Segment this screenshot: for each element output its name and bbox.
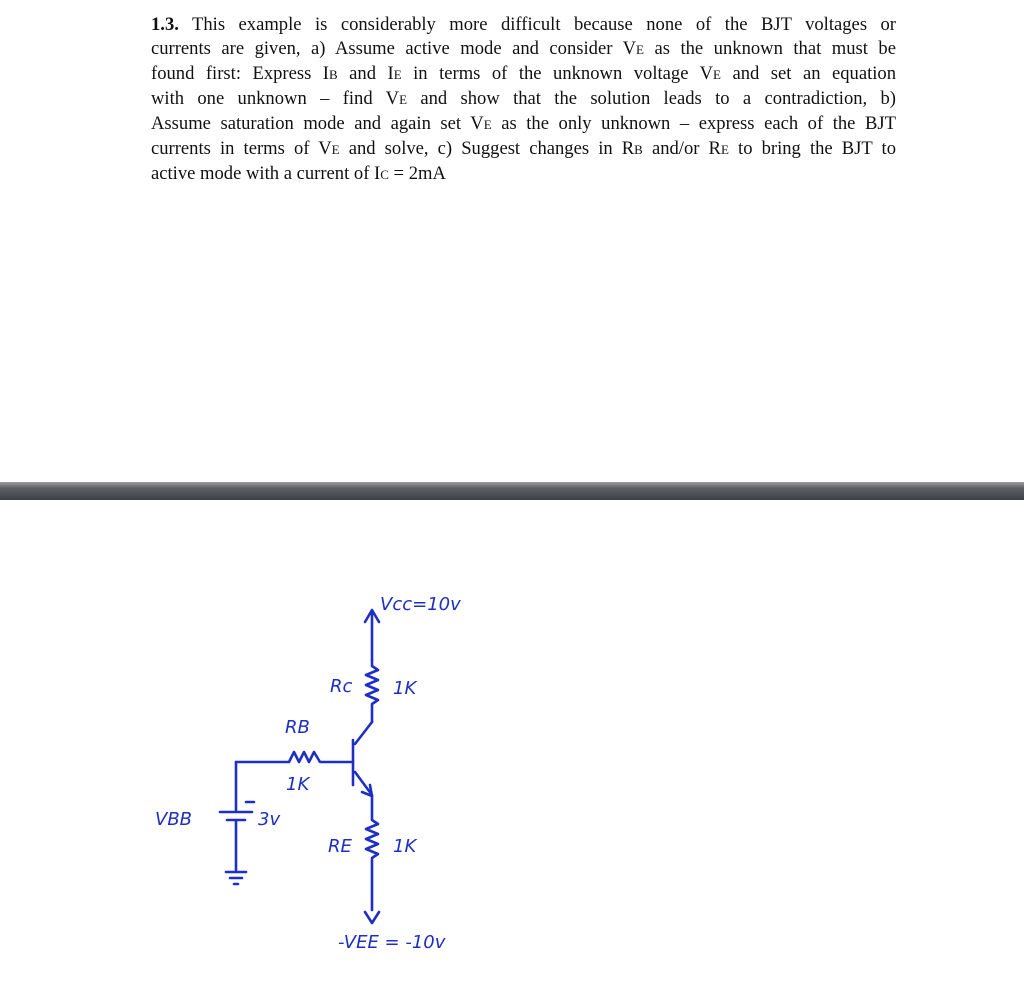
rb-resistor (236, 752, 353, 762)
problem-line-2: currents are given, a) Assume active mode and consider VE as the unknown that must be (151, 38, 896, 59)
emitter-arrow (355, 772, 372, 796)
problem-line-5: Assume saturation mode and again set VE as the only unknown – express each of the BJT (151, 113, 896, 134)
problem-line-6: currents in terms of VE and solve, c) Suggest changes in RB and/or RE to bring the BJT to (151, 138, 896, 159)
rc-value: 1K (393, 678, 417, 699)
rc-resistor (366, 660, 378, 722)
re-resistor (366, 796, 378, 910)
page-divider (0, 482, 1024, 500)
problem-line-1: 1.3. This example is considerably more difficult because none of the BJT voltages or (151, 14, 896, 35)
problem-line-4: with one unknown – find VE and show that the solution leads to a contradiction, b) (151, 88, 896, 109)
problem-line-3: found first: Express IB and IE in terms of the unknown voltage VE and set an equation (151, 63, 897, 84)
problem-number: 1.3. (151, 14, 179, 35)
problem-statement (151, 13, 896, 187)
vee-label: -VEE = -10v (338, 932, 446, 953)
collector-lead (355, 722, 372, 744)
vee-arrow (365, 912, 379, 923)
rc-name: Rc (330, 676, 353, 697)
rb-name: RB (285, 717, 310, 738)
vbb-name: VBB (155, 809, 193, 830)
re-value: 1K (393, 836, 417, 857)
vcc-label: Vcc=10v (380, 594, 461, 615)
problem-line-7: active mode with a current of IC = 2mA (151, 163, 446, 184)
bjt-circuit-diagram (0, 500, 1024, 1002)
rb-value: 1K (286, 774, 310, 795)
re-name: RE (328, 836, 352, 857)
vcc-arrow (365, 610, 379, 660)
vbb-value: 3v (258, 809, 281, 830)
ground-icon (226, 872, 246, 884)
